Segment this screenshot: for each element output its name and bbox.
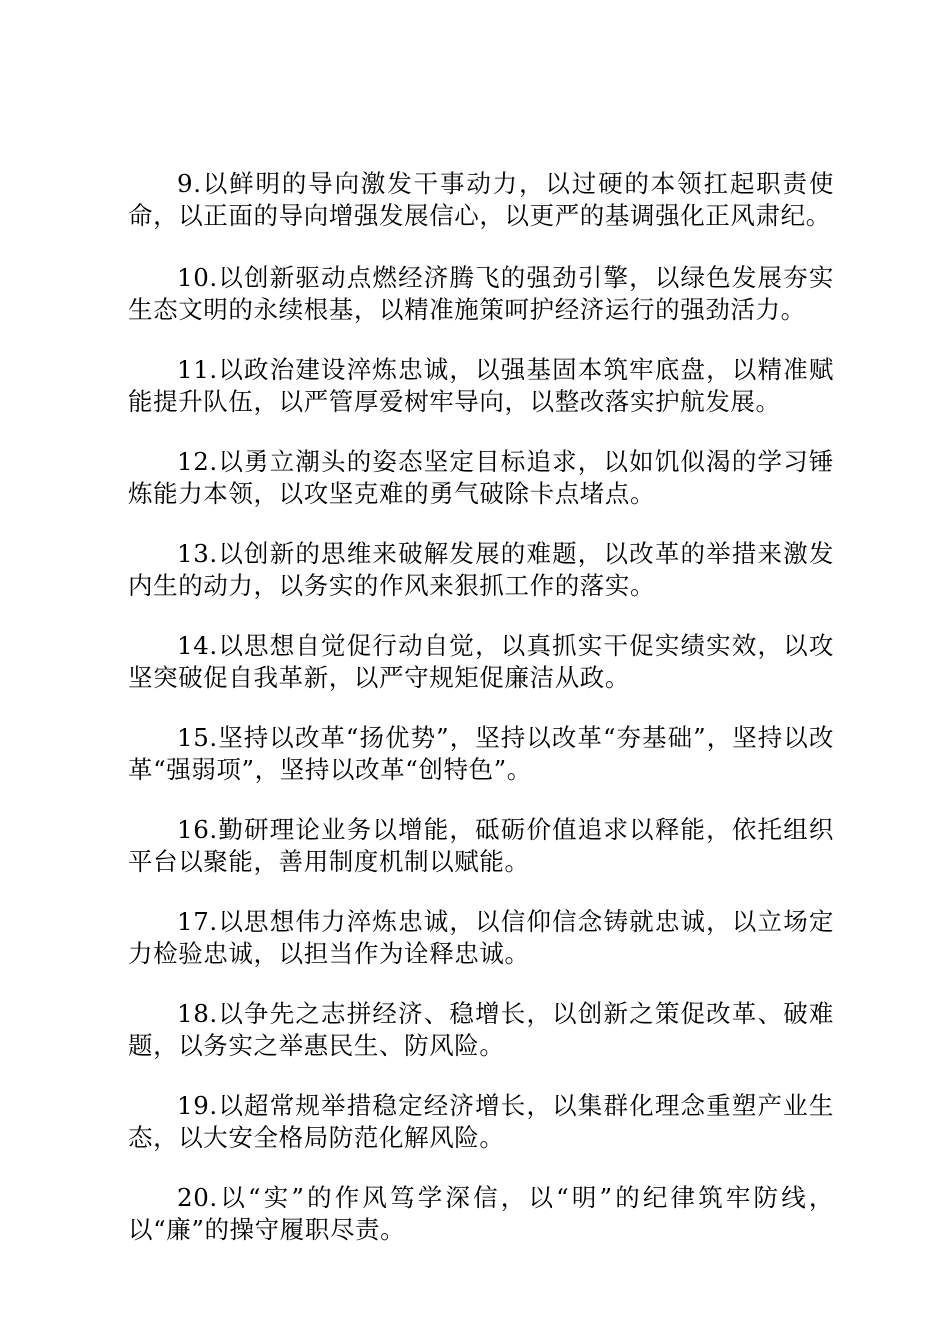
paragraph-12: 12.以勇立潮头的姿态坚定目标追求，以如饥似渴的学习锤炼能力本领，以攻坚克难的勇气破除卡点堵点。: [128, 447, 834, 508]
paragraph-9: 9.以鲜明的导向激发干事动力，以过硬的本领扛起职责使命，以正面的导向增强发展信心，以更严的基调强化正风肃纪。: [128, 169, 834, 230]
paragraph-19: 19.以超常规举措稳定经济增长，以集群化理念重塑产业生态，以大安全格局防范化解风险。: [128, 1091, 834, 1152]
paragraph-15: 15.坚持以改革“扬优势”，坚持以改革“夯基础”，坚持以改革“强弱项”，坚持以改革“创特色”。: [128, 723, 834, 784]
paragraph-20: 20.以“实”的作风笃学深信，以“明”的纪律筑牢防线，以“廉”的操守履职尽责。: [128, 1183, 834, 1244]
paragraph-17: 17.以思想伟力淬炼忠诚，以信仰信念铸就忠诚，以立场定力检验忠诚，以担当作为诠释忠诚。: [128, 907, 834, 968]
paragraph-14: 14.以思想自觉促行动自觉，以真抓实干促实绩实效，以攻坚突破促自我革新，以严守规矩促廉洁从政。: [128, 631, 834, 692]
paragraph-18: 18.以争先之志拼经济、稳增长，以创新之策促改革、破难题，以务实之举惠民生、防风险。: [128, 999, 834, 1060]
paragraph-10: 10.以创新驱动点燃经济腾飞的强劲引擎，以绿色发展夯实生态文明的永续根基，以精准施策呵护经济运行的强劲活力。: [128, 263, 834, 324]
paragraph-16: 16.勤研理论业务以增能，砥砺价值追求以释能，依托组织平台以聚能，善用制度机制以赋能。: [128, 815, 834, 876]
paragraph-13: 13.以创新的思维来破解发展的难题，以改革的举措来激发内生的动力，以务实的作风来狠抓工作的落实。: [128, 539, 834, 600]
paragraph-11: 11.以政治建设淬炼忠诚，以强基固本筑牢底盘，以精准赋能提升队伍，以严管厚爱树牢导向，以整改落实护航发展。: [128, 355, 834, 416]
document-body: [128, 168, 834, 1274]
